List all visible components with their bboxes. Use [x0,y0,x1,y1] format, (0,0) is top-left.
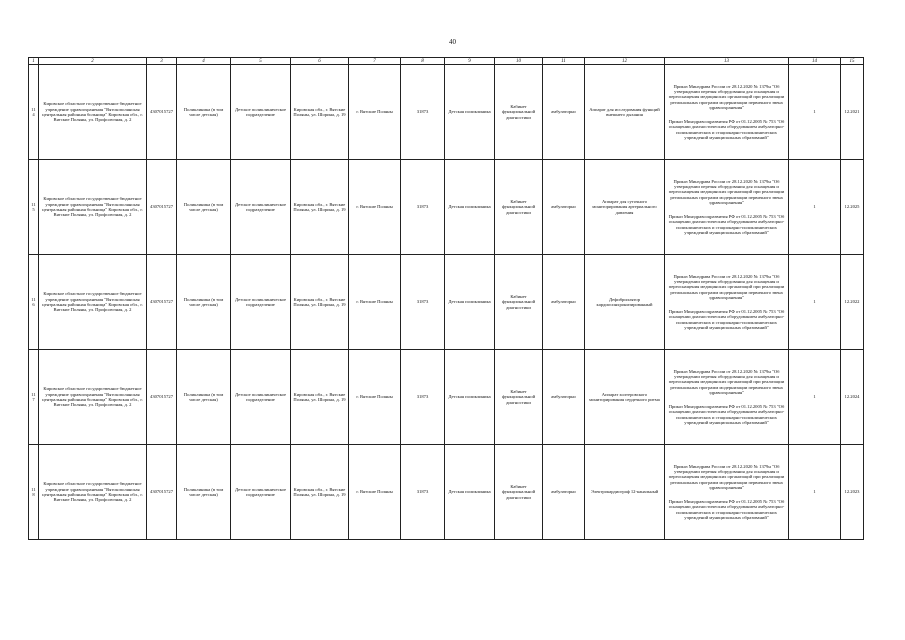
column-number: 8 [401,58,445,65]
quantity: 1 [789,255,841,350]
order-1: Приказ Минздрава России от 28.12.2020 № 1379н "Об утверждении перечня оборудования для оснащения и переоснащения медицинских организаций при реализации региональных программ модернизации первичного звена здравоохранения" [668,178,785,206]
order-2: Приказ Минздравсоцразвития РФ от 01.12.2005 № 753 "Об оснащении диагностическим оборудованием амбулаторно-поликлинических и стационарно-поликлинических учреждений муниципальных образований" [668,403,785,425]
code: 31873 [401,350,445,445]
order-1: Приказ Минздрава России от 28.12.2020 № 1379н "Об утверждении перечня оборудования для оснащения и переоснащения медицинских организаций при реализации региональных программ модернизации первичного звена здравоохранения" [668,273,785,301]
equipment-table [28,57,864,540]
cabinet: Кабинет функциональной диагностики [495,350,543,445]
code: 31873 [401,160,445,255]
unit-type: Поликлиника (в том числе детская) [177,65,231,160]
department: Детское поликлиническое подразделение [231,350,291,445]
table-row [29,445,864,540]
city: г. Вятские Поляны [349,65,401,160]
cabinet: Кабинет функциональной диагностики [495,160,543,255]
delivery-date: 12.2021 [841,65,864,160]
column-number: 13 [665,58,789,65]
delivery-date: 12.2025 [841,160,864,255]
quantity: 1 [789,350,841,445]
column-number: 12 [585,58,665,65]
city: г. Вятские Поляны [349,160,401,255]
delivery-date: 12.2022 [841,255,864,350]
column-number: 5 [231,58,291,65]
cabinet: Кабинет функциональной диагностики [495,445,543,540]
code: 31873 [401,65,445,160]
address: Кировская обл., г. Вятские Поляны, ул. Шорина, д. 19 [291,65,349,160]
facility-type: Детская поликлиника [445,65,495,160]
order-2: Приказ Минздравсоцразвития РФ от 01.12.2005 № 753 "Об оснащении диагностическим оборудованием амбулаторно-поликлинических и стационарно-поликлинических учреждений муниципальных образований" [668,308,785,330]
column-number: 3 [147,58,177,65]
regulatory-orders [665,255,789,350]
column-number: 1 [29,58,39,65]
page-number: 40 [449,38,456,46]
department: Детское поликлиническое подразделение [231,65,291,160]
facility-type: Детская поликлиника [445,255,495,350]
unit-type: Поликлиника (в том числе детская) [177,255,231,350]
order-2: Приказ Минздравсоцразвития РФ от 01.12.2005 № 753 "Об оснащении диагностическим оборудованием амбулаторно-поликлинических и стационарно-поликлинических учреждений муниципальных образований" [668,498,785,520]
facility-type: Детская поликлиника [445,350,495,445]
care-mode: амбулаторно [543,445,585,540]
equipment-name: Электрокардиограф 12-канальный [585,445,665,540]
inn: 4307015727 [147,65,177,160]
order-1: Приказ Минздрава России от 28.12.2020 № 1379н "Об утверждении перечня оборудования для оснащения и переоснащения медицинских организаций при реализации региональных программ модернизации первичного звена здравоохранения" [668,463,785,491]
quantity: 1 [789,445,841,540]
column-number-row [29,58,864,65]
code: 31873 [401,255,445,350]
care-mode: амбулаторно [543,255,585,350]
row-number: 118 [29,445,39,540]
address: Кировская обл., г. Вятские Поляны, ул. Шорина, д. 19 [291,445,349,540]
table-row [29,255,864,350]
regulatory-orders [665,160,789,255]
address: Кировская обл., г. Вятские Поляны, ул. Шорина, д. 19 [291,160,349,255]
care-mode: амбулаторно [543,160,585,255]
column-number: 15 [841,58,864,65]
care-mode: амбулаторно [543,350,585,445]
equipment-name: Дефибриллятор кардиосинхронизированный [585,255,665,350]
column-number: 6 [291,58,349,65]
row-number: 116 [29,255,39,350]
city: г. Вятские Поляны [349,255,401,350]
department: Детское поликлиническое подразделение [231,255,291,350]
department: Детское поликлиническое подразделение [231,445,291,540]
regulatory-orders [665,445,789,540]
unit-type: Поликлиника (в том числе детская) [177,445,231,540]
unit-type: Поликлиника (в том числе детская) [177,160,231,255]
table-row [29,65,864,160]
row-number: 115 [29,160,39,255]
column-number: 10 [495,58,543,65]
regulatory-orders [665,65,789,160]
organization-name: Кировское областное государственное бюджетное учреждение здравоохранения "Вятскополянская центральная районная больница" Кировская обл., г. Вятские Поляны, ул. Профсоюзная, д. 2 [39,445,147,540]
order-1: Приказ Минздрава России от 28.12.2020 № 1379н "Об утверждении перечня оборудования для оснащения и переоснащения медицинских организаций при реализации региональных программ модернизации первичного звена здравоохранения" [668,83,785,111]
department: Детское поликлиническое подразделение [231,160,291,255]
quantity: 1 [789,65,841,160]
delivery-date: 12.2023 [841,445,864,540]
address: Кировская обл., г. Вятские Поляны, ул. Шорина, д. 19 [291,350,349,445]
facility-type: Детская поликлиника [445,445,495,540]
organization-name: Кировское областное государственное бюджетное учреждение здравоохранения "Вятскополянская центральная районная больница" Кировская обл., г. Вятские Поляны, ул. Профсоюзная, д. 2 [39,255,147,350]
column-number: 4 [177,58,231,65]
organization-name: Кировское областное государственное бюджетное учреждение здравоохранения "Вятскополянская центральная районная больница" Кировская обл., г. Вятские Поляны, ул. Профсоюзная, д. 2 [39,65,147,160]
regulatory-orders [665,350,789,445]
column-number: 11 [543,58,585,65]
equipment-name: Аппарат холтеровского мониторирования сердечного ритма [585,350,665,445]
row-number: 117 [29,350,39,445]
code: 31873 [401,445,445,540]
facility-type: Детская поликлиника [445,160,495,255]
column-number: 14 [789,58,841,65]
city: г. Вятские Поляны [349,350,401,445]
organization-name: Кировское областное государственное бюджетное учреждение здравоохранения "Вятскополянская центральная районная больница" Кировская обл., г. Вятские Поляны, ул. Профсоюзная, д. 2 [39,350,147,445]
unit-type: Поликлиника (в том числе детская) [177,350,231,445]
city: г. Вятские Поляны [349,445,401,540]
column-number: 2 [39,58,147,65]
row-number: 114 [29,65,39,160]
inn: 4307015727 [147,255,177,350]
table-row [29,160,864,255]
column-number: 7 [349,58,401,65]
inn: 4307015727 [147,445,177,540]
inn: 4307015727 [147,350,177,445]
equipment-name: Аппарат для исследования функций внешнего дыхания [585,65,665,160]
order-1: Приказ Минздрава России от 28.12.2020 № 1379н "Об утверждении перечня оборудования для оснащения и переоснащения медицинских организаций при реализации региональных программ модернизации первичного звена здравоохранения" [668,368,785,396]
organization-name: Кировское областное государственное бюджетное учреждение здравоохранения "Вятскополянская центральная районная больница" Кировская обл., г. Вятские Поляны, ул. Профсоюзная, д. 2 [39,160,147,255]
order-2: Приказ Минздравсоцразвития РФ от 01.12.2005 № 753 "Об оснащении диагностическим оборудованием амбулаторно-поликлинических и стационарно-поликлинических учреждений муниципальных образований" [668,213,785,235]
address: Кировская обл., г. Вятские Поляны, ул. Шорина, д. 19 [291,255,349,350]
equipment-name: Аппарат для суточного мониторирования артериального давления [585,160,665,255]
column-number: 9 [445,58,495,65]
cabinet: Кабинет функциональной диагностики [495,65,543,160]
order-2: Приказ Минздравсоцразвития РФ от 01.12.2005 № 753 "Об оснащении диагностическим оборудованием амбулаторно-поликлинических и стационарно-поликлинических учреждений муниципальных образований" [668,118,785,140]
care-mode: амбулаторно [543,65,585,160]
table-row [29,350,864,445]
quantity: 1 [789,160,841,255]
delivery-date: 12.2024 [841,350,864,445]
inn: 4307015727 [147,160,177,255]
cabinet: Кабинет функциональной диагностики [495,255,543,350]
